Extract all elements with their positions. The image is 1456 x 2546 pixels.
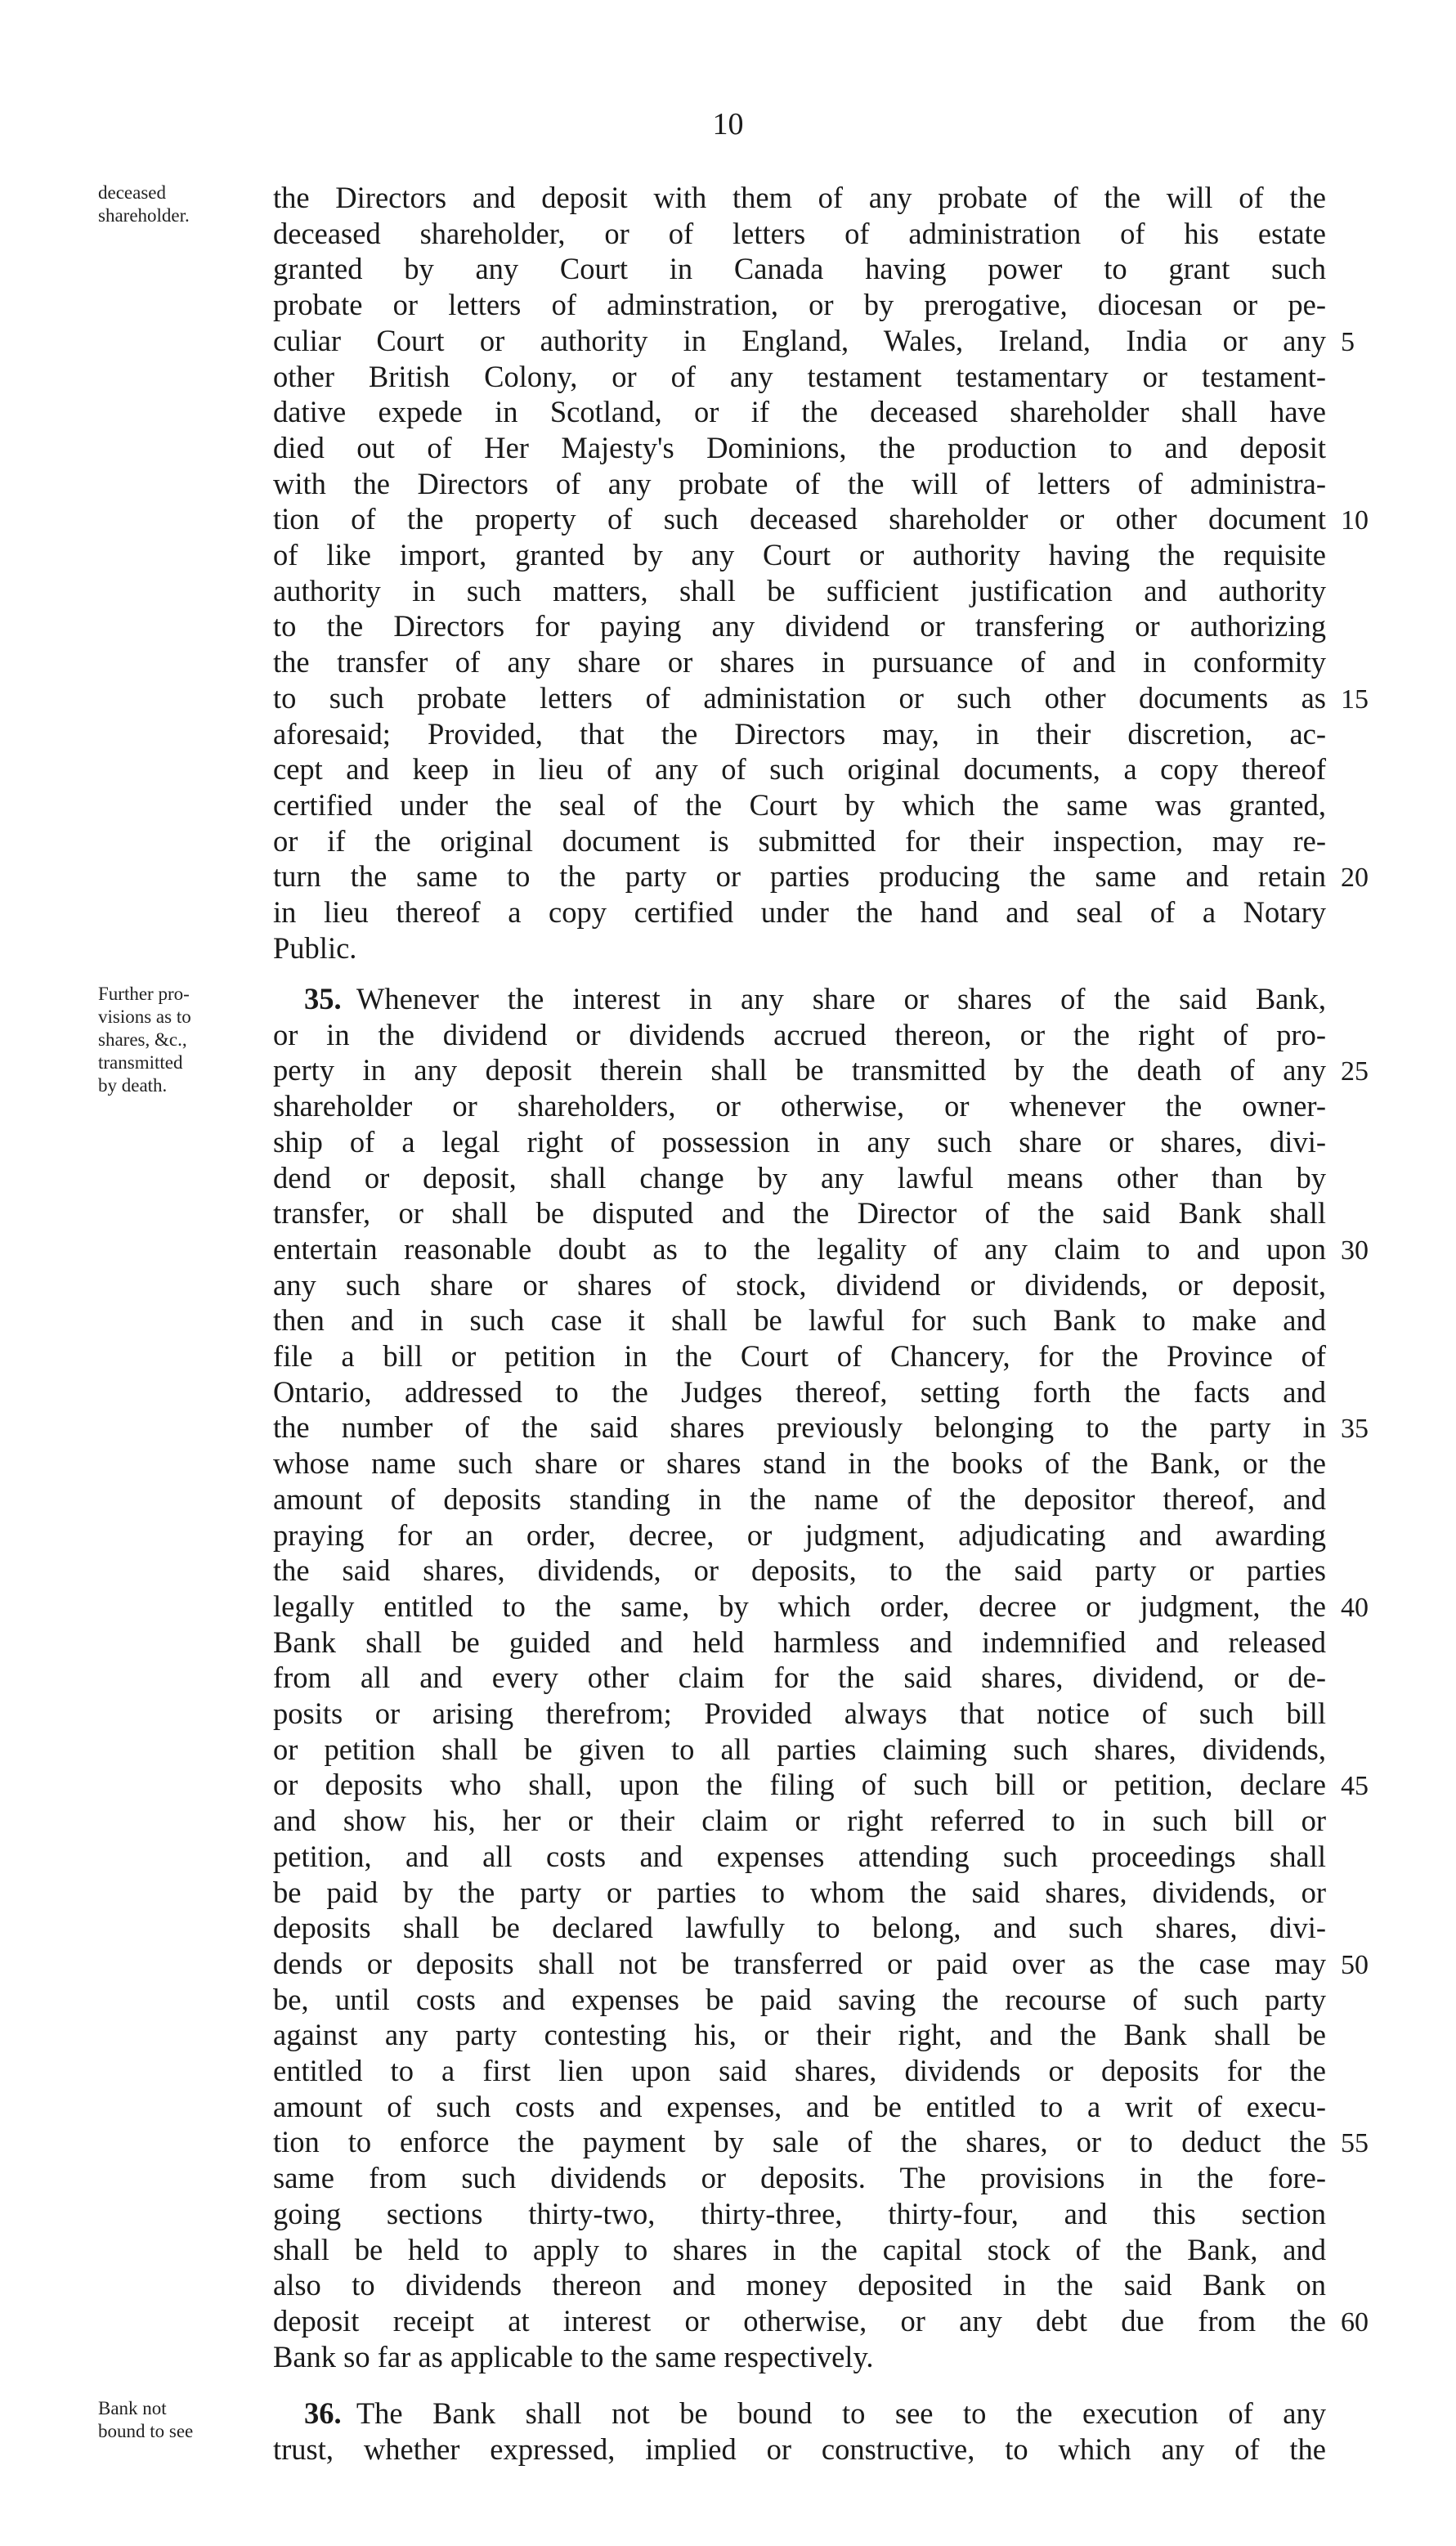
text-line [273, 1374, 1326, 1410]
line-number: 25 [1341, 1056, 1369, 1087]
section-number: 35. [304, 982, 342, 1015]
margin-note-line: Bank not [98, 2398, 167, 2418]
text-line [273, 1088, 1326, 1124]
text-line [273, 1803, 1326, 1839]
text-line-content: granted by any Court in Canada having power to grant such [273, 252, 1326, 286]
line-number: 10 [1341, 505, 1369, 536]
text-line [273, 1910, 1326, 1946]
text-line-content: against any party contesting his, or their right, and the Bank shall be [273, 2018, 1326, 2052]
line-number: 30 [1341, 1235, 1369, 1266]
text-line-content: the transfer of any share or shares in pursuance of and in conformity [273, 645, 1326, 679]
text-line-content: or in the dividend or dividends accrued thereon, or the right of pro- [273, 1017, 1326, 1051]
text-line-content: or if the original document is submitted for their inspection, may re- [273, 823, 1326, 858]
text-line [273, 394, 1326, 430]
text-line [273, 644, 1326, 680]
margin-note-line: deceased [98, 182, 166, 203]
text-line-content: dative expede in Scotland, or if the deceased shareholder shall have [273, 395, 1326, 429]
text-line-content: The Bank shall not be bound to see to the execution of any [356, 2396, 1326, 2430]
text-line-content: be, until costs and expenses be paid saving the recourse of such party [273, 1982, 1326, 2016]
text-line [273, 2160, 1326, 2196]
text-line-content: other British Colony, or of any testament testamentary or testament- [273, 359, 1326, 393]
text-line [273, 751, 1326, 787]
text-line [273, 1875, 1326, 1911]
text-line [273, 1625, 1326, 1661]
text-line-content: Whenever the interest in any share or shares of the said Bank, [356, 982, 1326, 1015]
text-line-content: trust, whether expressed, implied or constructive, to which any of the [273, 2432, 1326, 2466]
line-number: 15 [1341, 684, 1369, 715]
line-number: 55 [1341, 2128, 1369, 2159]
text-line [273, 1338, 1326, 1374]
text-line-content: aforesaid; Provided, that the Directors may, in their discretion, ac- [273, 716, 1326, 751]
text-line [273, 716, 1326, 752]
text-line [273, 1553, 1326, 1589]
text-line-content: shareholder or shareholders, or otherwise, or whenever the owner- [273, 1089, 1326, 1123]
text-line-content: any such share or shares of stock, dividend or dividends, or deposit, [273, 1267, 1326, 1302]
text-line-content: Ontario, addressed to the Judges thereof, setting forth the facts and [273, 1374, 1326, 1409]
text-line [273, 680, 1326, 716]
text-line-content: shall be held to apply to shares in the capital stock of the Bank, and [273, 2232, 1326, 2266]
margin-note-further-provisions [98, 983, 262, 1097]
line-number: 60 [1341, 2306, 1369, 2338]
text-line-content: ship of a legal right of possession in any such share or shares, divi- [273, 1124, 1326, 1159]
text-line-content: or petition shall be given to all parties claiming such shares, dividends, [273, 1732, 1326, 1766]
text-line [273, 1481, 1326, 1517]
text-line [273, 2196, 1326, 2232]
text-line-content: probate or letters of adminstration, or by prerogative, diocesan or pe- [273, 288, 1326, 322]
text-line-content: the said shares, dividends, or deposits, to the said party or parties [273, 1553, 1326, 1588]
text-line-content: died out of Her Majesty's Dominions, the production to and deposit [273, 430, 1326, 464]
text-line [273, 930, 1326, 966]
text-line-content: the Directors and deposit with them of any probate of the will of the [273, 181, 1326, 214]
text-line [273, 858, 1326, 894]
text-line-content: Bank so far as applicable to the same respectively. [273, 2339, 874, 2373]
text-line [304, 2396, 1326, 2432]
text-line [273, 501, 1326, 537]
margin-note-line: visions as to [98, 1006, 191, 1027]
text-line [273, 1839, 1326, 1875]
text-line-content: same from such dividends or deposits. The provisions in the fore- [273, 2161, 1326, 2195]
margin-note-line: shares, &c., [98, 1029, 187, 1050]
section-number: 36. [304, 2396, 342, 2430]
text-line [273, 359, 1326, 395]
line-number: 50 [1341, 1949, 1369, 1980]
text-line [273, 1017, 1326, 1053]
text-line [273, 466, 1326, 502]
text-line-content: deposits shall be declared lawfully to belong, and such shares, divi- [273, 1911, 1326, 1945]
text-line-content: authority in such matters, shall be sufficient justification and authority [273, 573, 1326, 607]
margin-note-line: by death. [98, 1075, 168, 1096]
text-line-content: dend or deposit, shall change by any lawful means other than by [273, 1160, 1326, 1195]
text-line [273, 2303, 1326, 2339]
text-line [304, 981, 1326, 1017]
text-line-content: dends or deposits shall not be transferred or paid over as the case may [273, 1946, 1326, 1980]
text-line-content: from all and every other claim for the said shares, dividend, or de- [273, 1661, 1326, 1695]
text-line-content: then and in such case it shall be lawful for such Bank to make and [273, 1303, 1326, 1338]
text-line-content: amount of such costs and expenses, and be entitled to a writ of execu- [273, 2089, 1326, 2123]
text-line-content: entitled to a first lien upon said shares, dividends or deposits for the [273, 2054, 1326, 2087]
text-line [273, 2089, 1326, 2125]
text-line-content: going sections thirty-two, thirty-three, thirty-four, and this section [273, 2196, 1326, 2230]
page-number: 10 [712, 107, 744, 141]
text-line-content: deposit receipt at interest or otherwise, or any debt due from the [273, 2303, 1326, 2338]
text-line [273, 2339, 1326, 2375]
text-line-content: transfer, or shall be disputed and the Director of the said Bank shall [273, 1196, 1326, 1230]
text-line-content: posits or arising therefrom; Provided always that notice of such bill [273, 1697, 1326, 1730]
text-line [273, 823, 1326, 859]
text-line [273, 1195, 1326, 1231]
text-line-content: file a bill or petition in the Court of Chancery, for the Province of [273, 1339, 1326, 1373]
text-line-content: perty in any deposit therein shall be transmitted by the death of any [273, 1053, 1326, 1087]
text-line [273, 1302, 1326, 1338]
text-line [273, 1696, 1326, 1732]
text-line [273, 2232, 1326, 2268]
text-line-content: amount of deposits standing in the name of the depositor thereof, and [273, 1481, 1326, 1516]
margin-note-line: transmitted [98, 1052, 183, 1073]
text-line [273, 1124, 1326, 1160]
text-line [273, 1231, 1326, 1267]
text-line [273, 251, 1326, 287]
text-line-content: whose name such share or shares stand in the books of the Bank, or the [273, 1446, 1326, 1481]
text-line [273, 2017, 1326, 2053]
text-line-content: tion to enforce the payment by sale of the shares, or to deduct the [273, 2125, 1326, 2159]
text-line-content: be paid by the party or parties to whom the said shares, dividends, or [273, 1875, 1326, 1909]
text-line [273, 894, 1326, 930]
text-line-content: to such probate letters of administation or such other documents as [273, 680, 1326, 715]
text-line-content: certified under the seal of the Court by which the same was granted, [273, 787, 1326, 822]
line-number: 40 [1341, 1592, 1369, 1623]
margin-note-deceased-shareholder [98, 182, 262, 227]
text-line-content: deceased shareholder, or of letters of administration of his estate [273, 216, 1326, 250]
text-line-content: in lieu thereof a copy certified under the hand and seal of a Notary [273, 895, 1326, 929]
margin-note-line: bound to see [98, 2421, 194, 2441]
text-line-content: of like import, granted by any Court or authority having the requisite [273, 538, 1326, 572]
line-number: 35 [1341, 1414, 1369, 1445]
text-line [273, 2053, 1326, 2089]
text-line [273, 608, 1326, 644]
text-line [273, 1732, 1326, 1768]
text-line [273, 216, 1326, 252]
text-line [273, 1517, 1326, 1553]
text-line [273, 2267, 1326, 2303]
text-line [273, 287, 1326, 323]
text-line [273, 1660, 1326, 1696]
text-line [273, 537, 1326, 573]
text-line-content: or deposits who shall, upon the filing of such bill or petition, declare [273, 1768, 1326, 1802]
text-line-content: tion of the property of such deceased shareholder or other document [273, 502, 1326, 536]
text-line-content: cept and keep in lieu of any of such original documents, a copy thereof [273, 752, 1326, 787]
text-line-content: the number of the said shares previously belonging to the party in [273, 1410, 1326, 1445]
text-line-content: and show his, her or their claim or right referred to in such bill or [273, 1804, 1326, 1838]
margin-note-line: shareholder. [98, 205, 190, 226]
text-line [273, 573, 1326, 609]
line-number: 5 [1341, 326, 1355, 357]
text-line-content: with the Directors of any probate of the will of letters of administra- [273, 466, 1326, 500]
text-line [273, 323, 1326, 359]
text-line [273, 1052, 1326, 1088]
text-line [273, 2432, 1326, 2468]
text-line [273, 1589, 1326, 1625]
text-line-content: entertain reasonable doubt as to the legality of any claim to and upon [273, 1231, 1326, 1266]
text-line-content: Bank shall be guided and held harmless and indemnified and released [273, 1625, 1326, 1659]
text-line [273, 1946, 1326, 1982]
text-line [273, 2124, 1326, 2160]
text-line-content: Public. [273, 930, 357, 965]
text-line-content: legally entitled to the same, by which order, decree or judgment, the [273, 1589, 1326, 1623]
margin-note-bank-not-bound [98, 2397, 262, 2443]
text-line [273, 1267, 1326, 1303]
text-line [273, 1982, 1326, 2018]
text-line [273, 430, 1326, 466]
text-line-content: culiar Court or authority in England, Wales, Ireland, India or any [273, 323, 1326, 357]
text-line [273, 1410, 1326, 1446]
text-line [273, 787, 1326, 823]
text-line-content: petition, and all costs and expenses attending such proceedings shall [273, 1839, 1326, 1873]
text-line [273, 180, 1326, 216]
text-line-content: turn the same to the party or parties producing the same and retain [273, 859, 1326, 894]
text-line [273, 1767, 1326, 1803]
text-line [273, 1160, 1326, 1196]
text-line-content: praying for an order, decree, or judgment, adjudicating and awarding [273, 1517, 1326, 1552]
text-line-content: also to dividends thereon and money deposited in the said Bank on [273, 2268, 1326, 2302]
line-number: 45 [1341, 1771, 1369, 1802]
text-line [273, 1446, 1326, 1481]
text-line-content: to the Directors for paying any dividend or transfering or authorizing [273, 609, 1326, 643]
margin-note-line: Further pro- [98, 984, 190, 1004]
line-number: 20 [1341, 863, 1369, 894]
